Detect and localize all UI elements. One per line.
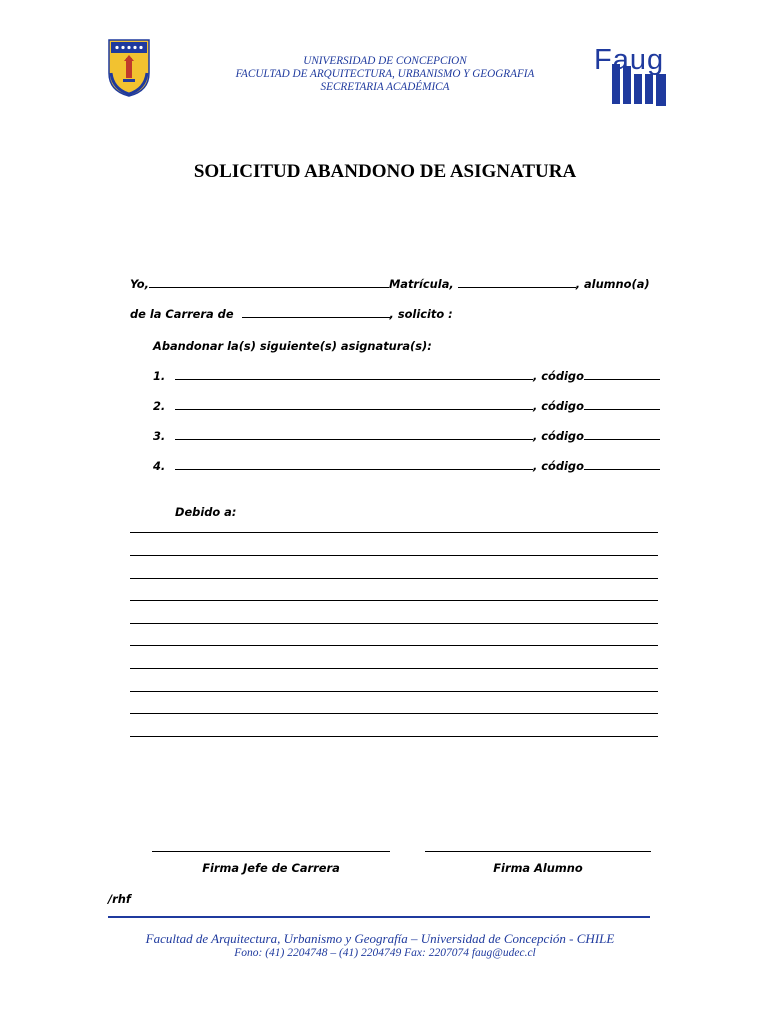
- debido-label: Debido a:: [175, 505, 237, 519]
- subject-number: 3.: [153, 429, 166, 443]
- matricula-field[interactable]: [458, 277, 576, 288]
- header-faculty: FACULTAD DE ARQUITECTURA, URBANISMO Y GEOGRAFIA: [235, 68, 535, 80]
- name-field[interactable]: [149, 277, 389, 288]
- alumno-label: , alumno(a): [575, 277, 650, 291]
- reason-line[interactable]: [130, 668, 658, 669]
- abandonar-label: Abandonar la(s) siguiente(s) asignatura(s):: [153, 339, 432, 353]
- reason-line[interactable]: [130, 645, 658, 646]
- codigo-field[interactable]: [584, 429, 660, 440]
- codigo-field[interactable]: [584, 369, 660, 380]
- subject-field[interactable]: [175, 459, 533, 470]
- reference-initials: /rhf: [108, 892, 131, 906]
- reason-line[interactable]: [130, 600, 658, 601]
- subject-field[interactable]: [175, 429, 533, 440]
- subject-number: 4.: [153, 459, 166, 473]
- faug-logo-text: Faug: [594, 44, 665, 76]
- header-secretaria: SECRETARIA ACADÉMICA: [320, 81, 450, 93]
- subject-item: [153, 459, 660, 473]
- matricula-label: Matrícula,: [388, 277, 454, 291]
- page-title: SOLICITUD ABANDONO DE ASIGNATURA: [193, 161, 577, 182]
- solicito-label: , solicito :: [389, 307, 453, 321]
- reason-line[interactable]: [130, 623, 658, 624]
- codigo-label: , código: [533, 369, 584, 383]
- codigo-label: , código: [533, 399, 584, 413]
- reason-line[interactable]: [130, 578, 658, 579]
- subject-field[interactable]: [175, 399, 533, 410]
- signature-label-jefe: Firma Jefe de Carrera: [202, 861, 340, 875]
- header-university: UNIVERSIDAD DE CONCEPCION: [303, 55, 467, 67]
- faug-logo: [592, 44, 672, 108]
- subject-item: [153, 369, 660, 383]
- reason-line[interactable]: [130, 736, 658, 737]
- carrera-label: de la Carrera de: [130, 307, 234, 321]
- signature-line-jefe[interactable]: [152, 851, 390, 852]
- reason-line[interactable]: [130, 713, 658, 714]
- codigo-label: , código: [533, 429, 584, 443]
- subject-field[interactable]: [175, 369, 533, 380]
- reason-line[interactable]: [130, 532, 658, 533]
- university-shield-logo: [108, 39, 150, 97]
- codigo-field[interactable]: [584, 399, 660, 410]
- career-line: [130, 307, 453, 321]
- reason-line[interactable]: [130, 555, 658, 556]
- footer-contact: Fono: (41) 2204748 – (41) 2204749 Fax: 2207074 faug@udec.cl: [234, 947, 536, 959]
- footer-divider: [108, 916, 650, 918]
- subject-number: 2.: [153, 399, 166, 413]
- subject-number: 1.: [153, 369, 166, 383]
- career-field[interactable]: [242, 307, 390, 318]
- footer-address: Facultad de Arquitectura, Urbanismo y Geografía – Universidad de Concepción - CHILE: [145, 931, 615, 946]
- subject-item: [153, 399, 660, 413]
- reason-line[interactable]: [130, 691, 658, 692]
- yo-label: Yo,: [130, 277, 149, 291]
- signature-label-alumno: Firma Alumno: [493, 861, 583, 875]
- signature-line-alumno[interactable]: [425, 851, 651, 852]
- subject-item: [153, 429, 660, 443]
- codigo-field[interactable]: [584, 459, 660, 470]
- student-line: [130, 277, 670, 291]
- codigo-label: , código: [533, 459, 584, 473]
